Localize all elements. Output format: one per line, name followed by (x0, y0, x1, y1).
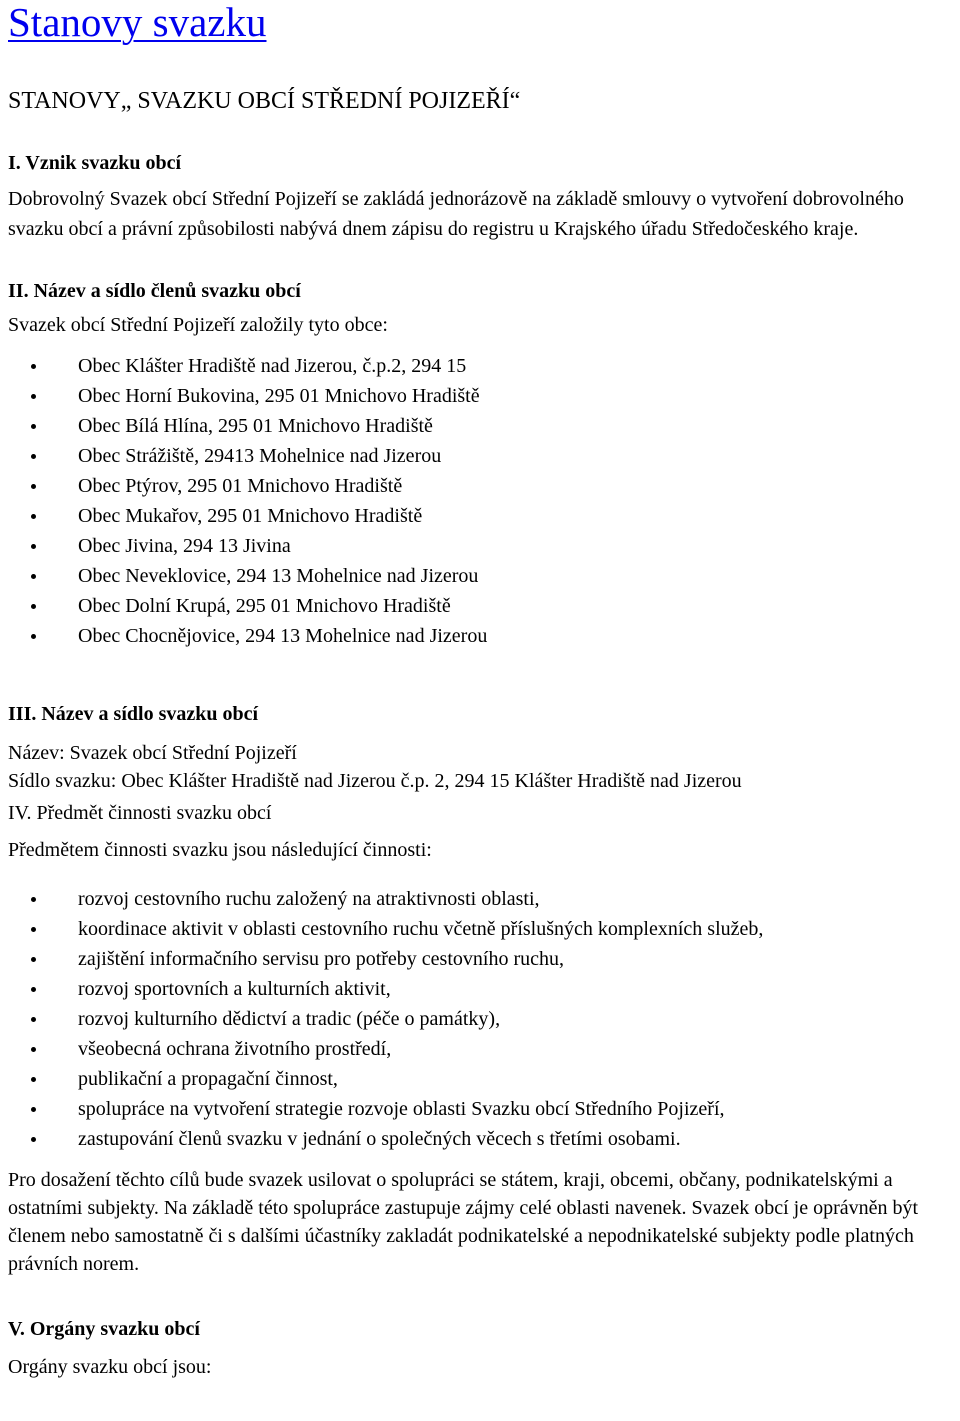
section-2-heading: II. Název a sídlo členů svazku obcí (8, 280, 301, 302)
section-3-name: Název: Svazek obcí Střední Pojizeří (8, 742, 297, 764)
section-4-intro: Předmětem činnosti svazku jsou následující činnosti: (8, 839, 432, 861)
section-5-intro: Orgány svazku obcí jsou: (8, 1356, 212, 1378)
list-item: rozvoj sportovních a kulturních aktivit, (8, 974, 953, 1004)
list-item: Obec Jivina, 294 13 Jivina (8, 531, 953, 561)
section-4-closing: Pro dosažení těchto cílů bude svazek usilovat o spolupráci se státem, kraji, obcemi, občany, podnikatelskými a ostatními subjekty. Na základě této spolupráce zastupuje zájmy celé oblasti navenek. Svazek obcí je oprávněn být členem nebo samostatně či s dalšími účastníky zakladát podnikatelské a nepodnikatelské subjekty podle platných právních norem. (8, 1169, 919, 1275)
list-item: Obec Bílá Hlína, 295 01 Mnichovo Hradiště (8, 411, 953, 441)
section-5-heading: V. Orgány svazku obcí (8, 1318, 200, 1340)
section-1-text: Dobrovolný Svazek obcí Střední Pojizeří se zakládá jednorázově na základě smlouvy o vytvoření dobrovolného svazku obcí a právní způsobilosti nabývá dnem zápisu do registru u Krajského úřadu Středočeského kraje. (8, 188, 904, 240)
list-item: koordinace aktivit v oblasti cestovního ruchu včetně příslušných komplexních služeb, (8, 914, 953, 944)
list-item: rozvoj kulturního dědictví a tradic (péče o památky), (8, 1004, 953, 1034)
list-item: Obec Mukařov, 295 01 Mnichovo Hradiště (8, 501, 953, 531)
section-1-heading: I. Vznik svazku obcí (8, 152, 182, 174)
list-item: Obec Strážiště, 29413 Mohelnice nad Jizerou (8, 441, 953, 471)
list-item: Obec Neveklovice, 294 13 Mohelnice nad Jizerou (8, 561, 953, 591)
list-item: Obec Chocnějovice, 294 13 Mohelnice nad Jizerou (8, 621, 953, 651)
list-item: publikační a propagační činnost, (8, 1064, 953, 1094)
list-item: zajištění informačního servisu pro potřeby cestovního ruchu, (8, 944, 953, 974)
list-item: zastupování členů svazku v jednání o společných věcech s třetími osobami. (8, 1124, 953, 1154)
section-3-seat: Sídlo svazku: Obec Klášter Hradiště nad Jizerou č.p. 2, 294 15 Klášter Hradiště nad Jizerou (8, 770, 742, 792)
list-item: všeobecná ochrana životního prostředí, (8, 1034, 953, 1064)
activities-list (8, 884, 953, 1154)
section-4-heading: IV. Předmět činnosti svazku obcí (8, 802, 272, 824)
list-item: spolupráce na vytvoření strategie rozvoje oblasti Svazku obcí Středního Pojizeří, (8, 1094, 953, 1124)
member-municipalities-list (8, 351, 953, 651)
list-item: Obec Horní Bukovina, 295 01 Mnichovo Hradiště (8, 381, 953, 411)
list-item: rozvoj cestovního ruchu založený na atraktivnosti oblasti, (8, 884, 953, 914)
document-title: STANOVY„ SVAZKU OBCÍ STŘEDNÍ POJIZEŘÍ“ (8, 88, 521, 114)
list-item: Obec Ptýrov, 295 01 Mnichovo Hradiště (8, 471, 953, 501)
section-3-heading: III. Název a sídlo svazku obcí (8, 703, 259, 725)
section-2-intro: Svazek obcí Střední Pojizeří založily tyto obce: (8, 314, 388, 336)
list-item: Obec Klášter Hradiště nad Jizerou, č.p.2, 294 15 (8, 351, 953, 381)
page-title-link[interactable]: Stanovy svazku (8, 0, 267, 45)
list-item: Obec Dolní Krupá, 295 01 Mnichovo Hradiště (8, 591, 953, 621)
document-page (8, 0, 953, 1382)
